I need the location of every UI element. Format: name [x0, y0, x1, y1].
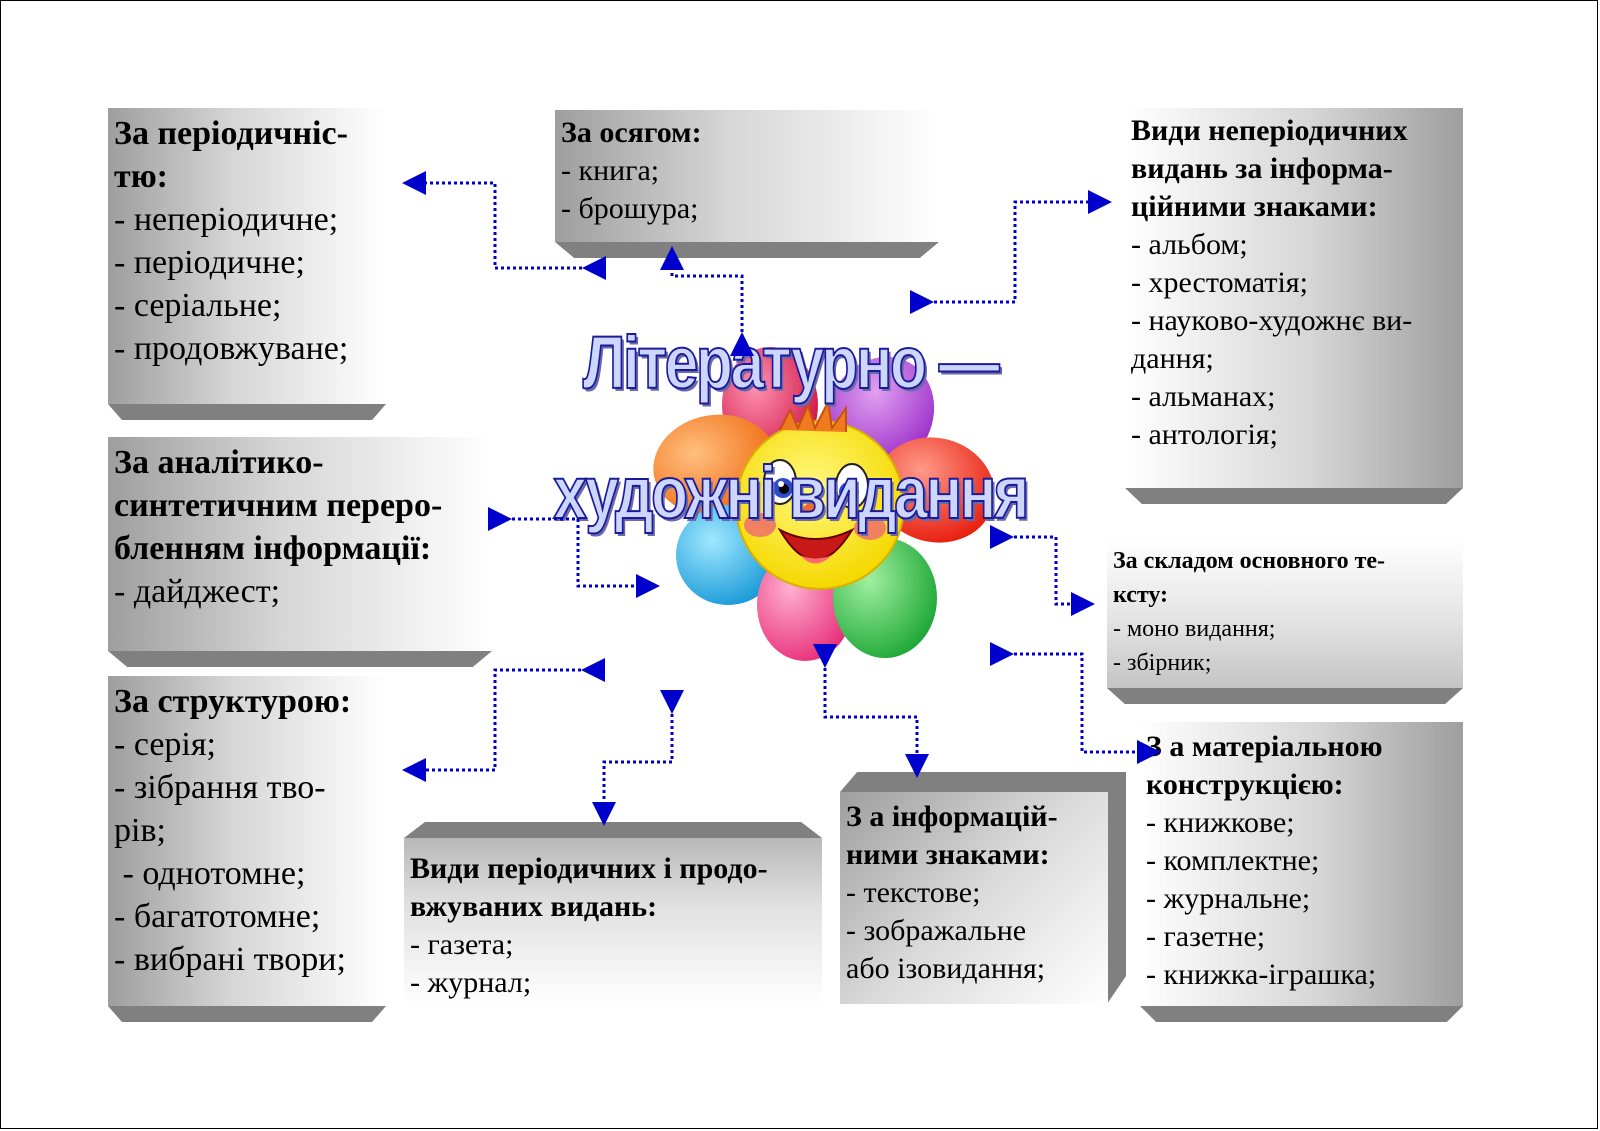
connector-volume — [672, 252, 742, 338]
connector-periodicity — [408, 183, 588, 268]
list-item: або ізовидання; — [846, 952, 1046, 985]
list-item: - однотомне; — [114, 855, 306, 892]
box-periodic-types-title-1: Види періодичних і продо- — [410, 852, 768, 885]
list-item: - серія; — [114, 726, 216, 763]
box-info-signs-title-2: ними знаками: — [846, 838, 1050, 871]
list-item: - альманах; — [1131, 380, 1276, 413]
box-nonperiodic-title-3: ційними знаками: — [1131, 190, 1378, 223]
list-item: - журнал; — [410, 966, 532, 999]
list-item: - моно видання; — [1113, 616, 1276, 642]
box-material-title-1: З а матеріальною — [1146, 730, 1383, 763]
box-material-title-2: конструкцією: — [1146, 768, 1344, 801]
list-item: - книжка-іграшка; — [1146, 958, 1377, 991]
box-periodicity-title-2: тю: — [114, 158, 169, 195]
list-item: - періодичне; — [114, 244, 305, 281]
box-periodicity-title-1: За періодичніс- — [114, 115, 348, 152]
box-periodic-types-title-2: вжуваних видань: — [410, 890, 658, 923]
list-item: - журнальне; — [1146, 882, 1311, 915]
list-item: - брошура; — [561, 192, 699, 225]
list-item: - продовжуване; — [114, 330, 349, 367]
box-info-signs-title-1: З а інформацій- — [846, 800, 1058, 833]
box-text-composition-title-2: ксту: — [1113, 582, 1169, 608]
connector-periodic-types — [604, 708, 672, 820]
box-structure-title: За структурою: — [114, 683, 352, 720]
list-item: - альбом; — [1131, 228, 1248, 261]
connector-info-signs — [825, 662, 917, 772]
list-item: - книжкове; — [1146, 806, 1295, 839]
connector-nonperiodic-types — [928, 202, 1106, 302]
list-item: - неперіодичне; — [114, 201, 339, 238]
list-item: - дайджест; — [114, 573, 281, 610]
list-item: - багатотомне; — [114, 898, 321, 935]
connector-text-composition — [1008, 537, 1089, 604]
list-item: - газетне; — [1146, 920, 1266, 953]
box-nonperiodic-title-1: Види неперіодичних — [1131, 114, 1408, 147]
box-nonperiodic-title-2: видань за інформа- — [1131, 152, 1393, 185]
list-item: - зібрання тво- — [114, 769, 326, 806]
list-item: - текстове; — [846, 876, 981, 909]
box-analytic-title-2: синтетичним переро- — [114, 487, 443, 524]
list-item: - антологія; — [1131, 418, 1278, 451]
list-item: - книга; — [561, 154, 660, 187]
box-text-composition-title-1: За складом основного те- — [1113, 548, 1386, 574]
list-item: - зображальне — [846, 914, 1027, 947]
connector-structure — [408, 670, 587, 770]
box-volume-title: За осягом: — [561, 116, 702, 149]
list-item: - серіальне; — [114, 287, 282, 324]
diagram-title: Літературно — художні видання — [553, 321, 1027, 534]
list-item: - науково-художнє ви- — [1131, 304, 1413, 337]
connector-material — [1008, 654, 1155, 752]
list-item: - вибрані твори; — [114, 941, 346, 978]
box-analytic-title-3: бленням інформації: — [114, 530, 432, 567]
list-item: - газета; — [410, 928, 514, 961]
box-analytic-title-1: За аналітико- — [114, 444, 324, 481]
list-item: - хрестоматія; — [1131, 266, 1308, 299]
connector-analytic — [506, 519, 654, 586]
list-item: рів; — [114, 812, 166, 849]
list-item: дання; — [1131, 342, 1214, 375]
list-item: - збірник; — [1113, 650, 1212, 676]
list-item: - комплектне; — [1146, 844, 1320, 877]
